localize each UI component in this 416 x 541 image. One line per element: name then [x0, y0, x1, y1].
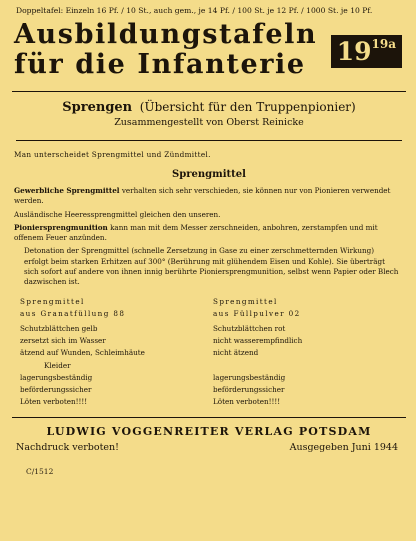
left-item: zersetzt sich im Wasser: [20, 336, 106, 346]
left-item: Löten verboten!!!!: [20, 397, 88, 407]
catalog-code: C/1512: [26, 466, 54, 476]
header-divider: [12, 91, 406, 92]
subtitle-block: [12, 100, 406, 128]
footer-row: [16, 442, 398, 453]
title-line-1: Ausbildungstafeln: [14, 19, 318, 50]
right-column: [207, 296, 400, 409]
paragraph-1-rest: verhalten sich sehr verschieden, sie können nur von Pionieren verwendet werden.: [14, 186, 391, 206]
badge-suffix: 19a: [371, 37, 396, 51]
title-line-2: für die Infanterie: [14, 49, 306, 80]
left-item: ätzend auf Wunden, Schleimhäute: [20, 348, 145, 358]
left-column: [14, 296, 207, 409]
subtitle-paren: (Übersicht für den Truppenpionier): [139, 100, 356, 114]
right-item: lagerungsbeständig: [213, 372, 286, 382]
right-item: nicht ätzend: [213, 348, 259, 358]
left-item: lagerungsbeständig: [20, 372, 93, 382]
footer-divider: [12, 417, 406, 418]
compiled-by: Zusammengestellt von Oberst Reinicke: [114, 117, 304, 128]
intro-text: Man unterscheidet Sprengmittel und Zündmittel.: [14, 150, 211, 159]
paragraph-3: [14, 223, 400, 244]
left-title-1: Sprengmittel: [20, 296, 85, 306]
paragraph-2: Ausländische Heeressprengmittel gleichen den unseren.: [14, 209, 221, 219]
section-heading: Sprengmittel: [172, 169, 246, 180]
issue-date: Ausgegeben Juni 1944: [289, 441, 398, 453]
right-title-1: Sprengmittel: [213, 296, 278, 306]
reprint-notice: Nachdruck verboten!: [16, 441, 119, 453]
paragraph-3-rest: kann man mit dem Messer zerschneiden, anbohren, zerstampfen und mit offenem Feuer anzünden.: [14, 222, 378, 243]
right-item: nicht wasserempfindlich: [213, 336, 303, 346]
sheet-number-badge: [331, 35, 402, 68]
left-title-2: aus Granatfüllung 88: [20, 308, 126, 318]
title-block: [12, 20, 406, 84]
price-line: Doppeltafel: Einzeln 16 Pf. / 10 St., auch gem., je 14 Pf. / 100 St. je 12 Pf. / 1000 St. je 10 Pf.: [16, 6, 373, 15]
right-title-2: aus Füllpulver 02: [213, 308, 301, 318]
left-item: beförderungssicher: [20, 385, 92, 395]
paragraph-1-bold: Gewerbliche Sprengmittel: [14, 186, 120, 195]
right-item: Löten verboten!!!!: [213, 397, 281, 407]
right-item: Schutzblättchen rot: [213, 324, 286, 334]
paragraph-1: [14, 186, 400, 207]
left-item: Kleider: [44, 360, 71, 370]
badge-number: 19: [336, 37, 372, 66]
publisher-line: LUDWIG VOGGENREITER VERLAG POTSDAM: [46, 424, 372, 438]
right-item: beförderungssicher: [213, 385, 285, 395]
paragraph-3-bold: Pioniersprengmunition: [14, 222, 108, 232]
left-item: Schutzblättchen gelb: [20, 324, 98, 334]
subtitle-divider: [16, 140, 402, 141]
comparison-columns: [14, 296, 400, 409]
subtitle-main: Sprengen: [62, 100, 133, 115]
paragraph-4: Detonation der Sprengmittel (schnelle Zersetzung in Gase zu einer zerschmetternden Wirkung) erfolgt beim starken Erhitzen auf 300° (Berührung mit glühendem Eisen und Kohle). Sie überträgt sich sofort auf andere von ihnen innig berührte Pioniersprengmunition, selbst wenn Papier oder Blech dazwischen ist.: [24, 246, 399, 287]
right-item: [213, 360, 400, 372]
